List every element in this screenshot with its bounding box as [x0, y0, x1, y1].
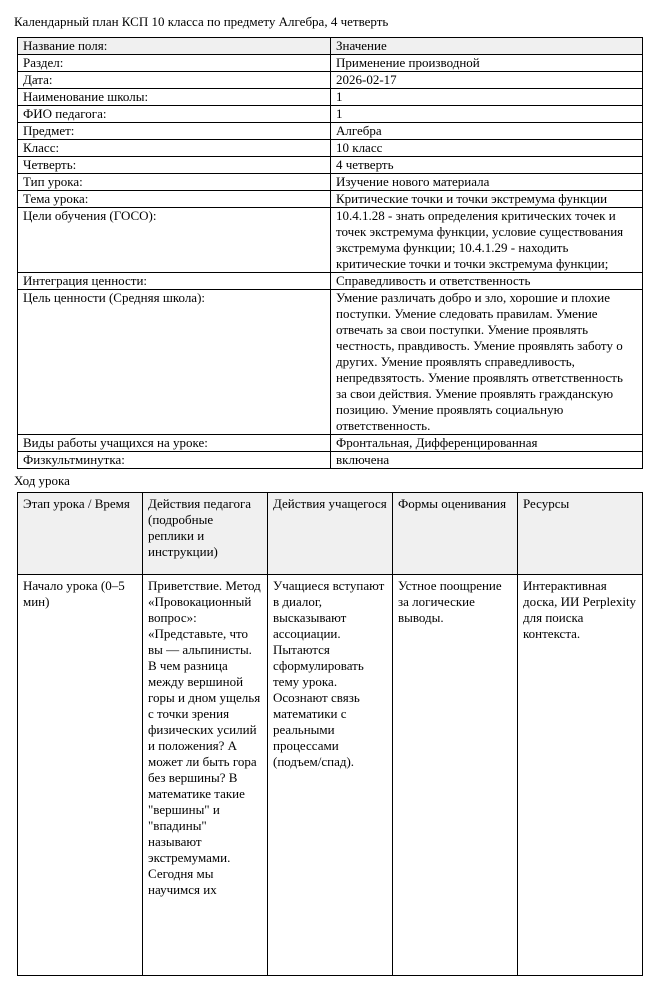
section-title: Ход урока: [14, 473, 70, 488]
assessment-cell: Устное поощрение за логические выводы.: [393, 575, 518, 976]
teacher-actions-cell: Приветствие. Метод «Провокационный вопрос»: «Представьте, что вы — альпинисты. В чем разница между вершиной горы и дном ущелья с точки зрения физических усилий и положения? А может ли быть гора без вершины? В математике такие "вершины" и "впадины" называют экстремумами. Сегодня мы научимся их: [143, 575, 268, 976]
field-label: Четверть:: [18, 157, 331, 174]
field-value: Умение различать добро и зло, хорошие и плохие поступки. Умение следовать правилам. Умение отвечать за свои поступки. Умение проявлять честность, правдивость. Умение проявлять заботу о других. Умение проявлять справедливость, непредвзятость. Умение проявлять ответственность за свои действия. Умение проявлять гражданскую позицию. Умение проявлять социальную ответственность.: [331, 290, 643, 435]
document-title: Календарный план КСП 10 класса по предмету Алгебра, 4 четверть: [14, 14, 389, 29]
field-value: 1: [331, 89, 643, 106]
field-value: Критические точки и точки экстремума функции: [331, 191, 643, 208]
info-row-lesson-topic: [18, 191, 643, 208]
field-label: Цель ценности (Средняя школа):: [18, 290, 331, 435]
lesson-row: [18, 575, 643, 976]
field-label: Раздел:: [18, 55, 331, 72]
field-value: Изучение нового материала: [331, 174, 643, 191]
field-value: 4 четверть: [331, 157, 643, 174]
header-resources: Ресурсы: [518, 493, 643, 575]
field-value: Справедливость и ответственность: [331, 273, 643, 290]
field-label: Тип урока:: [18, 174, 331, 191]
info-row-subject: [18, 123, 643, 140]
field-label: Цели обучения (ГОСО):: [18, 208, 331, 273]
info-table-header: [18, 38, 643, 55]
lesson-table-header: [18, 493, 643, 575]
field-value: 2026-02-17: [331, 72, 643, 89]
resources-cell: Интерактивная доска, ИИ Perplexity для поиска контекста.: [518, 575, 643, 976]
info-row-lesson-type: [18, 174, 643, 191]
info-row-learning-goals: [18, 208, 643, 273]
header-assessment: Формы оценивания: [393, 493, 518, 575]
field-value: Применение производной: [331, 55, 643, 72]
info-row-school: [18, 89, 643, 106]
field-label: Дата:: [18, 72, 331, 89]
info-row-date: [18, 72, 643, 89]
info-row-quarter: [18, 157, 643, 174]
field-value: 10.4.1.28 - знать определения критических точек и точек экстремума функции, условие существования экстремума функции; 10.4.1.29 - находить критические точки и точки экстремума функции;: [331, 208, 643, 273]
field-label: Интеграция ценности:: [18, 273, 331, 290]
field-label: Предмет:: [18, 123, 331, 140]
info-row-teacher: [18, 106, 643, 123]
field-label: Класс:: [18, 140, 331, 157]
info-row-value-goal: [18, 290, 643, 435]
field-label: Физкультминутка:: [18, 452, 331, 469]
header-student-actions: Действия учащегося: [268, 493, 393, 575]
info-row-physical-break: [18, 452, 643, 469]
header-value: Значение: [331, 38, 643, 55]
info-row-value-integration: [18, 273, 643, 290]
info-row-class: [18, 140, 643, 157]
info-table: [17, 37, 643, 469]
field-value: включена: [331, 452, 643, 469]
field-label: ФИО педагога:: [18, 106, 331, 123]
lesson-flow-table: [17, 492, 643, 976]
stage-cell: Начало урока (0–5 мин): [18, 575, 143, 976]
field-value: 10 класс: [331, 140, 643, 157]
field-label: Наименование школы:: [18, 89, 331, 106]
field-label: Тема урока:: [18, 191, 331, 208]
field-value: Алгебра: [331, 123, 643, 140]
student-actions-cell: Учащиеся вступают в диалог, высказывают ассоциации. Пытаются сформулировать тему урока. Осознают связь математики с реальными процессами (подъем/спад).: [268, 575, 393, 976]
info-row-section: [18, 55, 643, 72]
field-value: 1: [331, 106, 643, 123]
info-row-work-types: [18, 435, 643, 452]
header-teacher-actions: Действия педагога (подробные реплики и инструкции): [143, 493, 268, 575]
field-value: Фронтальная, Дифференцированная: [331, 435, 643, 452]
header-stage: Этап урока / Время: [18, 493, 143, 575]
field-label: Виды работы учащихся на уроке:: [18, 435, 331, 452]
header-field-name: Название поля:: [18, 38, 331, 55]
